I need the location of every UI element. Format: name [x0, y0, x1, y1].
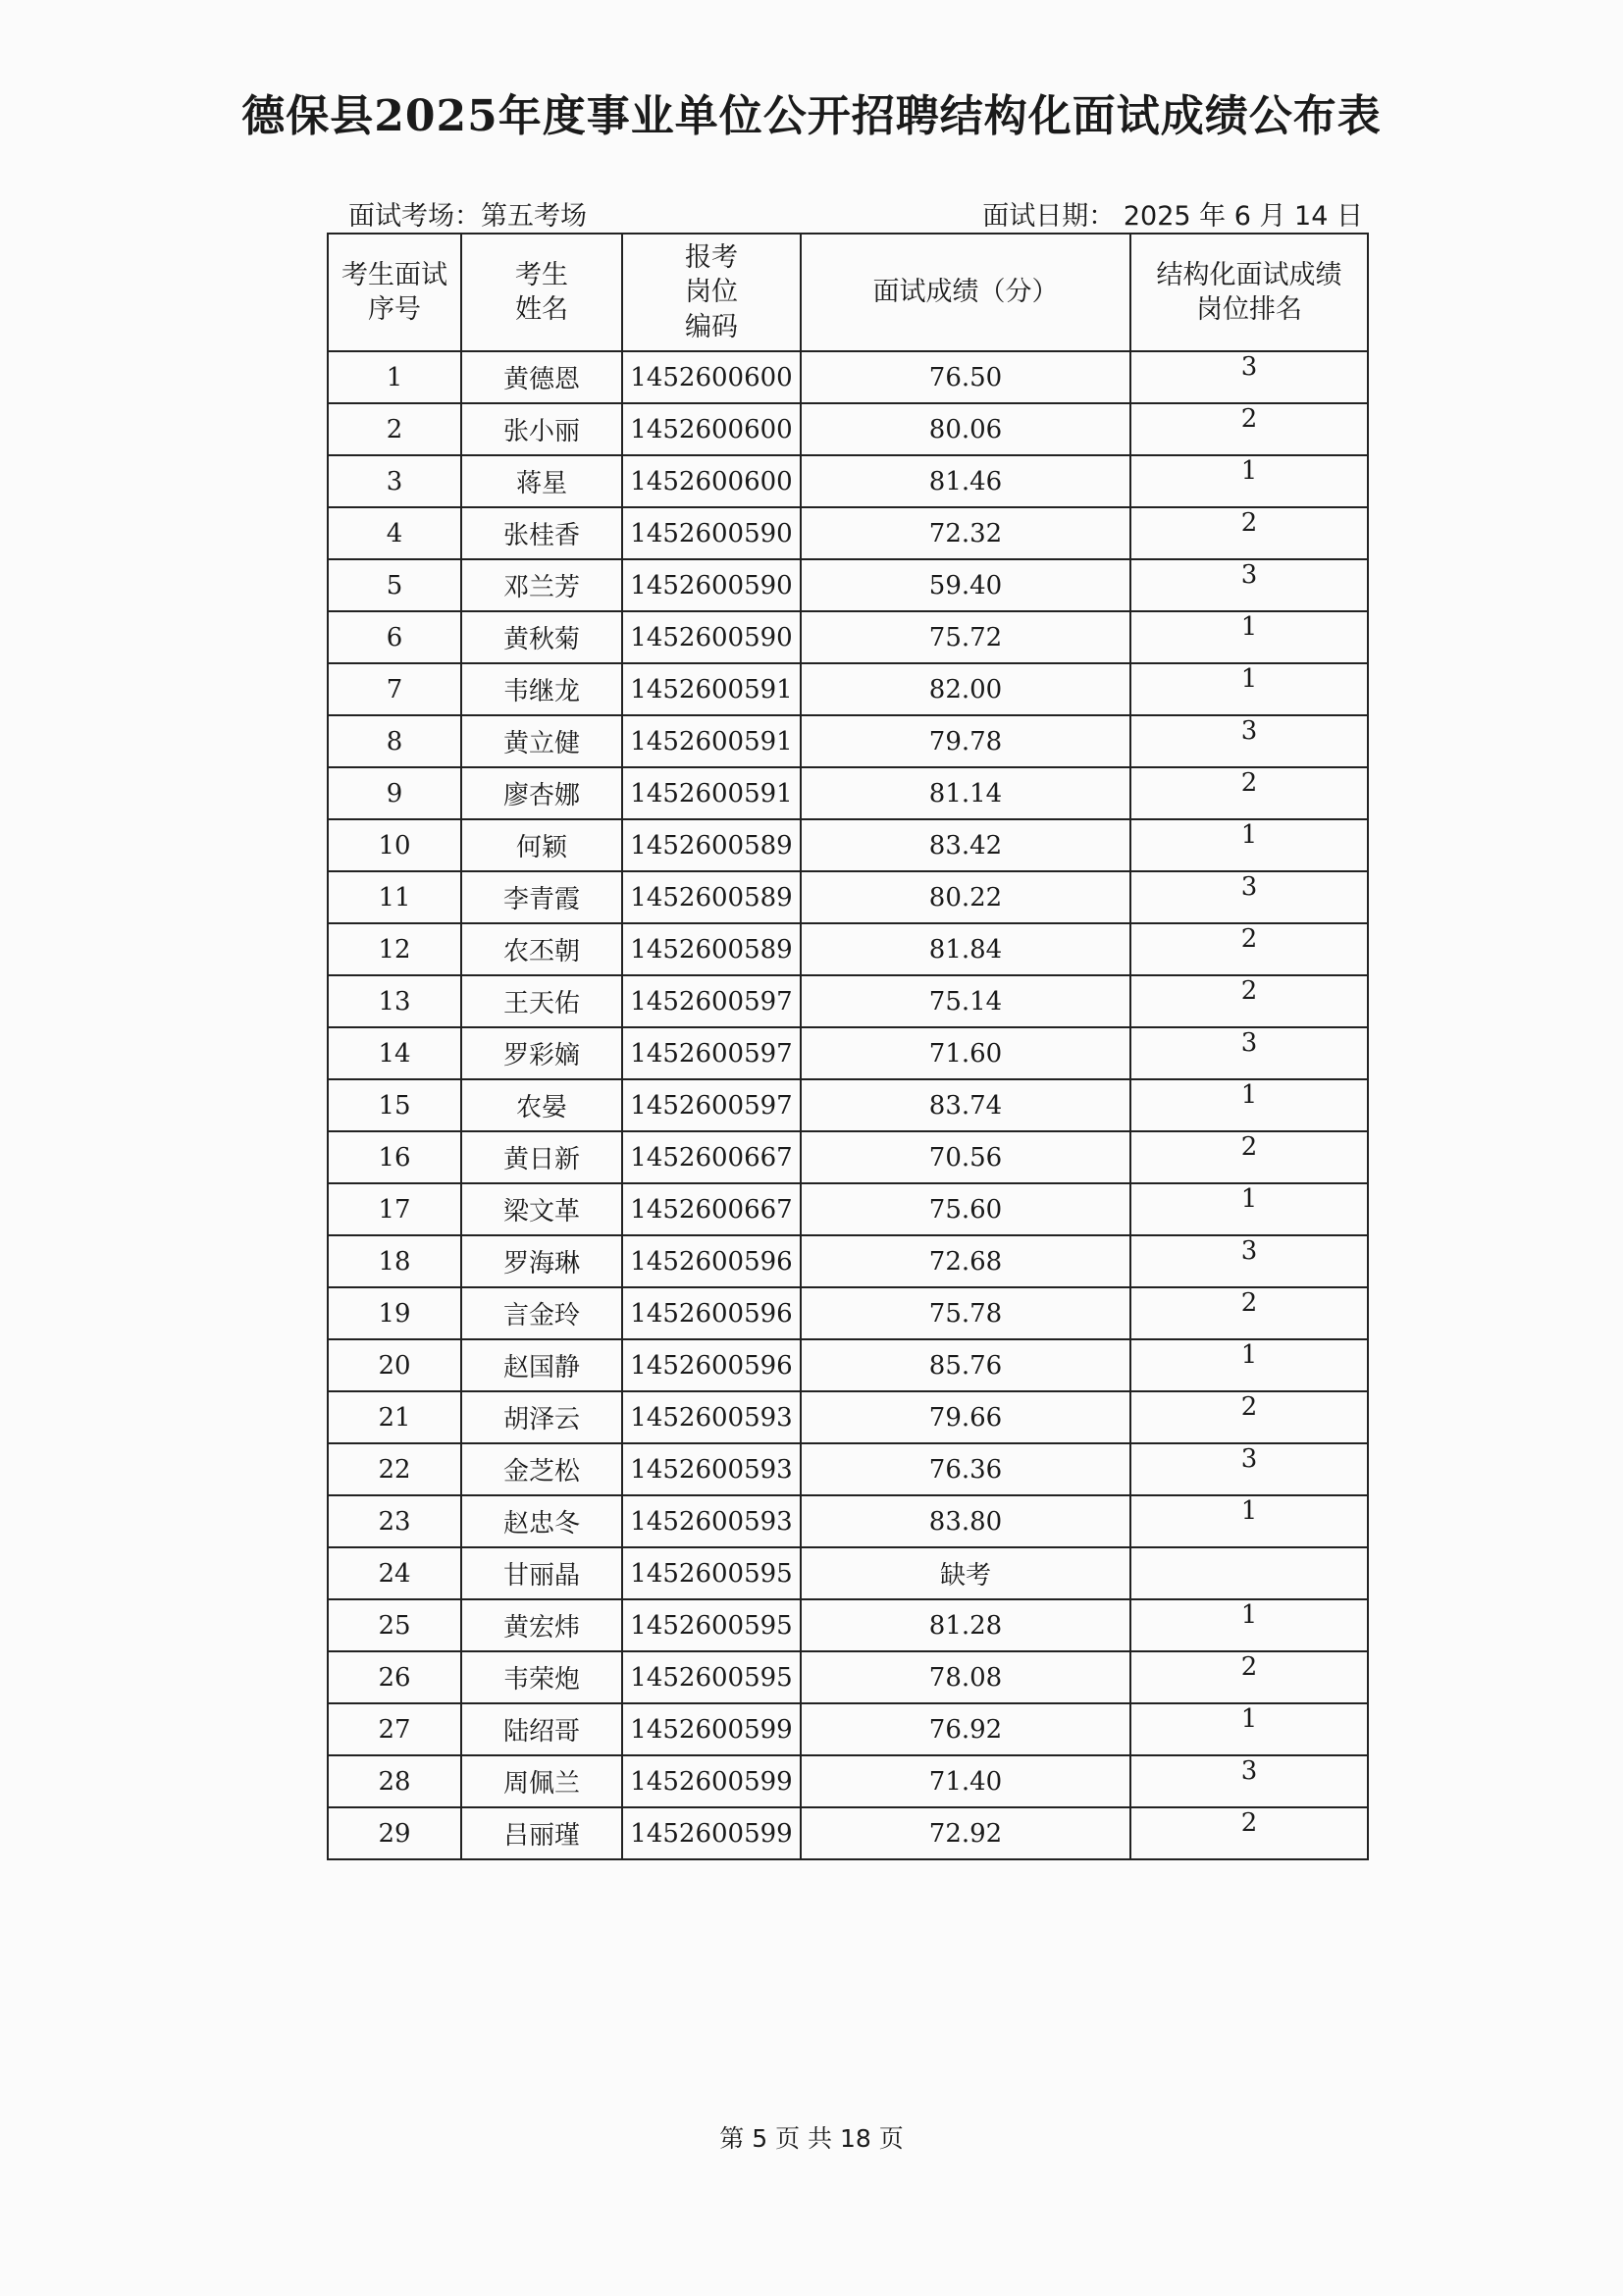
cell-score: 78.08 [801, 1651, 1130, 1703]
cell-name: 罗彩嫡 [461, 1027, 622, 1079]
table-row [328, 507, 1368, 559]
cell-rank: 2 [1130, 1391, 1368, 1443]
cell-code: 1452600599 [622, 1807, 801, 1859]
table-row [328, 1755, 1368, 1807]
cell-index: 8 [328, 715, 461, 767]
cell-index: 6 [328, 611, 461, 663]
cell-code: 1452600593 [622, 1391, 801, 1443]
scores-table [327, 233, 1369, 1860]
cell-rank: 1 [1130, 1495, 1368, 1547]
cell-index: 13 [328, 975, 461, 1027]
cell-index: 16 [328, 1131, 461, 1183]
cell-name: 黄日新 [461, 1131, 622, 1183]
cell-rank: 2 [1130, 1131, 1368, 1183]
cell-index: 2 [328, 403, 461, 455]
cell-rank: 1 [1130, 455, 1368, 507]
cell-code: 1452600597 [622, 1079, 801, 1131]
cell-code: 1452600589 [622, 819, 801, 871]
cell-score: 72.68 [801, 1235, 1130, 1287]
table-row [328, 819, 1368, 871]
header-name: 考生 姓名 [461, 234, 622, 351]
cell-rank: 2 [1130, 1287, 1368, 1339]
cell-index: 26 [328, 1651, 461, 1703]
cell-index: 14 [328, 1027, 461, 1079]
cell-name: 韦继龙 [461, 663, 622, 715]
cell-code: 1452600600 [622, 351, 801, 403]
cell-score: 59.40 [801, 559, 1130, 611]
cell-score: 75.14 [801, 975, 1130, 1027]
table-row [328, 455, 1368, 507]
cell-score: 缺考 [801, 1547, 1130, 1599]
date-label: 面试日期： 2025 年 6 月 14 日 [982, 201, 1363, 232]
header-row [328, 234, 1368, 351]
cell-score: 75.72 [801, 611, 1130, 663]
cell-code: 1452600596 [622, 1235, 801, 1287]
cell-code: 1452600589 [622, 871, 801, 923]
cell-score: 80.22 [801, 871, 1130, 923]
table-row [328, 1339, 1368, 1391]
cell-code: 1452600599 [622, 1755, 801, 1807]
cell-index: 9 [328, 767, 461, 819]
cell-score: 75.78 [801, 1287, 1130, 1339]
cell-rank: 3 [1130, 1027, 1368, 1079]
cell-code: 1452600667 [622, 1183, 801, 1235]
table-row [328, 923, 1368, 975]
cell-name: 邓兰芳 [461, 559, 622, 611]
cell-code: 1452600596 [622, 1287, 801, 1339]
cell-name: 何颖 [461, 819, 622, 871]
cell-index: 29 [328, 1807, 461, 1859]
cell-code: 1452600667 [622, 1131, 801, 1183]
venue-label: 面试考场：第五考场 [348, 201, 587, 232]
cell-score: 79.78 [801, 715, 1130, 767]
table-row [328, 871, 1368, 923]
cell-score: 85.76 [801, 1339, 1130, 1391]
table-row [328, 1079, 1368, 1131]
cell-score: 72.32 [801, 507, 1130, 559]
cell-index: 15 [328, 1079, 461, 1131]
cell-code: 1452600595 [622, 1651, 801, 1703]
cell-name: 吕丽瑾 [461, 1807, 622, 1859]
cell-rank: 3 [1130, 1235, 1368, 1287]
cell-code: 1452600590 [622, 507, 801, 559]
page-title: 德保县2025年度事业单位公开招聘结构化面试成绩公布表 [241, 91, 1382, 141]
cell-code: 1452600597 [622, 975, 801, 1027]
cell-name: 胡泽云 [461, 1391, 622, 1443]
cell-name: 金芝松 [461, 1443, 622, 1495]
cell-name: 蒋星 [461, 455, 622, 507]
cell-rank: 1 [1130, 611, 1368, 663]
cell-name: 农丕朝 [461, 923, 622, 975]
cell-score: 81.28 [801, 1599, 1130, 1651]
cell-rank: 1 [1130, 1183, 1368, 1235]
cell-name: 张桂香 [461, 507, 622, 559]
table-row [328, 1495, 1368, 1547]
cell-rank: 1 [1130, 1599, 1368, 1651]
cell-index: 4 [328, 507, 461, 559]
table-row [328, 351, 1368, 403]
table-row [328, 1443, 1368, 1495]
cell-index: 27 [328, 1703, 461, 1755]
cell-rank: 1 [1130, 1079, 1368, 1131]
cell-code: 1452600593 [622, 1443, 801, 1495]
table-row [328, 1807, 1368, 1859]
cell-code: 1452600597 [622, 1027, 801, 1079]
table-row [328, 1287, 1368, 1339]
cell-rank: 2 [1130, 507, 1368, 559]
cell-rank: 2 [1130, 975, 1368, 1027]
cell-rank: 3 [1130, 871, 1368, 923]
cell-rank: 1 [1130, 1339, 1368, 1391]
cell-score: 79.66 [801, 1391, 1130, 1443]
cell-index: 28 [328, 1755, 461, 1807]
table-row [328, 559, 1368, 611]
cell-rank: 2 [1130, 1651, 1368, 1703]
cell-index: 10 [328, 819, 461, 871]
table-row [328, 403, 1368, 455]
cell-code: 1452600600 [622, 455, 801, 507]
cell-name: 赵国静 [461, 1339, 622, 1391]
table-row [328, 1027, 1368, 1079]
cell-name: 陆绍哥 [461, 1703, 622, 1755]
cell-index: 1 [328, 351, 461, 403]
table-row [328, 715, 1368, 767]
table-row [328, 1235, 1368, 1287]
cell-rank: 1 [1130, 663, 1368, 715]
table-row [328, 1391, 1368, 1443]
cell-score: 83.42 [801, 819, 1130, 871]
cell-name: 黄宏炜 [461, 1599, 622, 1651]
table-row [328, 1599, 1368, 1651]
header-index: 考生面试 序号 [328, 234, 461, 351]
cell-name: 韦荣炮 [461, 1651, 622, 1703]
cell-code: 1452600591 [622, 715, 801, 767]
cell-score: 81.14 [801, 767, 1130, 819]
header-score: 面试成绩（分） [801, 234, 1130, 351]
table-row [328, 663, 1368, 715]
cell-name: 廖杏娜 [461, 767, 622, 819]
cell-name: 黄秋菊 [461, 611, 622, 663]
cell-code: 1452600600 [622, 403, 801, 455]
cell-name: 李青霞 [461, 871, 622, 923]
cell-score: 70.56 [801, 1131, 1130, 1183]
cell-name: 赵忠冬 [461, 1495, 622, 1547]
cell-score: 71.40 [801, 1755, 1130, 1807]
cell-index: 18 [328, 1235, 461, 1287]
cell-code: 1452600593 [622, 1495, 801, 1547]
cell-score: 76.92 [801, 1703, 1130, 1755]
table-row [328, 1131, 1368, 1183]
cell-index: 12 [328, 923, 461, 975]
cell-score: 83.74 [801, 1079, 1130, 1131]
cell-rank: 3 [1130, 1443, 1368, 1495]
cell-name: 罗海琳 [461, 1235, 622, 1287]
table-row [328, 1651, 1368, 1703]
cell-code: 1452600589 [622, 923, 801, 975]
cell-rank: 2 [1130, 1807, 1368, 1859]
cell-code: 1452600591 [622, 663, 801, 715]
cell-name: 农晏 [461, 1079, 622, 1131]
cell-rank: 3 [1130, 351, 1368, 403]
cell-score: 80.06 [801, 403, 1130, 455]
table-row [328, 767, 1368, 819]
cell-name: 周佩兰 [461, 1755, 622, 1807]
cell-index: 3 [328, 455, 461, 507]
table-row [328, 975, 1368, 1027]
cell-score: 72.92 [801, 1807, 1130, 1859]
cell-code: 1452600595 [622, 1599, 801, 1651]
cell-code: 1452600599 [622, 1703, 801, 1755]
cell-score: 76.36 [801, 1443, 1130, 1495]
cell-index: 25 [328, 1599, 461, 1651]
cell-code: 1452600591 [622, 767, 801, 819]
cell-index: 17 [328, 1183, 461, 1235]
header-rank: 结构化面试成绩 岗位排名 [1130, 234, 1368, 351]
cell-name: 梁文革 [461, 1183, 622, 1235]
cell-index: 7 [328, 663, 461, 715]
cell-rank: 2 [1130, 923, 1368, 975]
cell-rank [1130, 1547, 1368, 1599]
cell-score: 81.46 [801, 455, 1130, 507]
cell-name: 言金玲 [461, 1287, 622, 1339]
cell-rank: 2 [1130, 403, 1368, 455]
cell-score: 83.80 [801, 1495, 1130, 1547]
cell-index: 20 [328, 1339, 461, 1391]
cell-rank: 3 [1130, 1755, 1368, 1807]
cell-name: 王天佑 [461, 975, 622, 1027]
cell-score: 71.60 [801, 1027, 1130, 1079]
table-row [328, 1547, 1368, 1599]
cell-name: 甘丽晶 [461, 1547, 622, 1599]
cell-name: 黄德恩 [461, 351, 622, 403]
cell-score: 82.00 [801, 663, 1130, 715]
cell-rank: 3 [1130, 715, 1368, 767]
cell-code: 1452600595 [622, 1547, 801, 1599]
table-row [328, 611, 1368, 663]
table-row [328, 1703, 1368, 1755]
table-body [328, 351, 1368, 1859]
cell-index: 5 [328, 559, 461, 611]
cell-index: 21 [328, 1391, 461, 1443]
cell-index: 23 [328, 1495, 461, 1547]
cell-index: 22 [328, 1443, 461, 1495]
cell-index: 19 [328, 1287, 461, 1339]
table-row [328, 1183, 1368, 1235]
cell-rank: 3 [1130, 559, 1368, 611]
cell-rank: 1 [1130, 1703, 1368, 1755]
cell-score: 81.84 [801, 923, 1130, 975]
page-footer: 第 5 页 共 18 页 [719, 2124, 904, 2153]
cell-index: 11 [328, 871, 461, 923]
cell-rank: 2 [1130, 767, 1368, 819]
cell-code: 1452600590 [622, 611, 801, 663]
cell-score: 76.50 [801, 351, 1130, 403]
cell-name: 张小丽 [461, 403, 622, 455]
header-code: 报考 岗位 编码 [622, 234, 801, 351]
cell-rank: 1 [1130, 819, 1368, 871]
cell-name: 黄立健 [461, 715, 622, 767]
cell-score: 75.60 [801, 1183, 1130, 1235]
cell-index: 24 [328, 1547, 461, 1599]
cell-code: 1452600596 [622, 1339, 801, 1391]
cell-code: 1452600590 [622, 559, 801, 611]
